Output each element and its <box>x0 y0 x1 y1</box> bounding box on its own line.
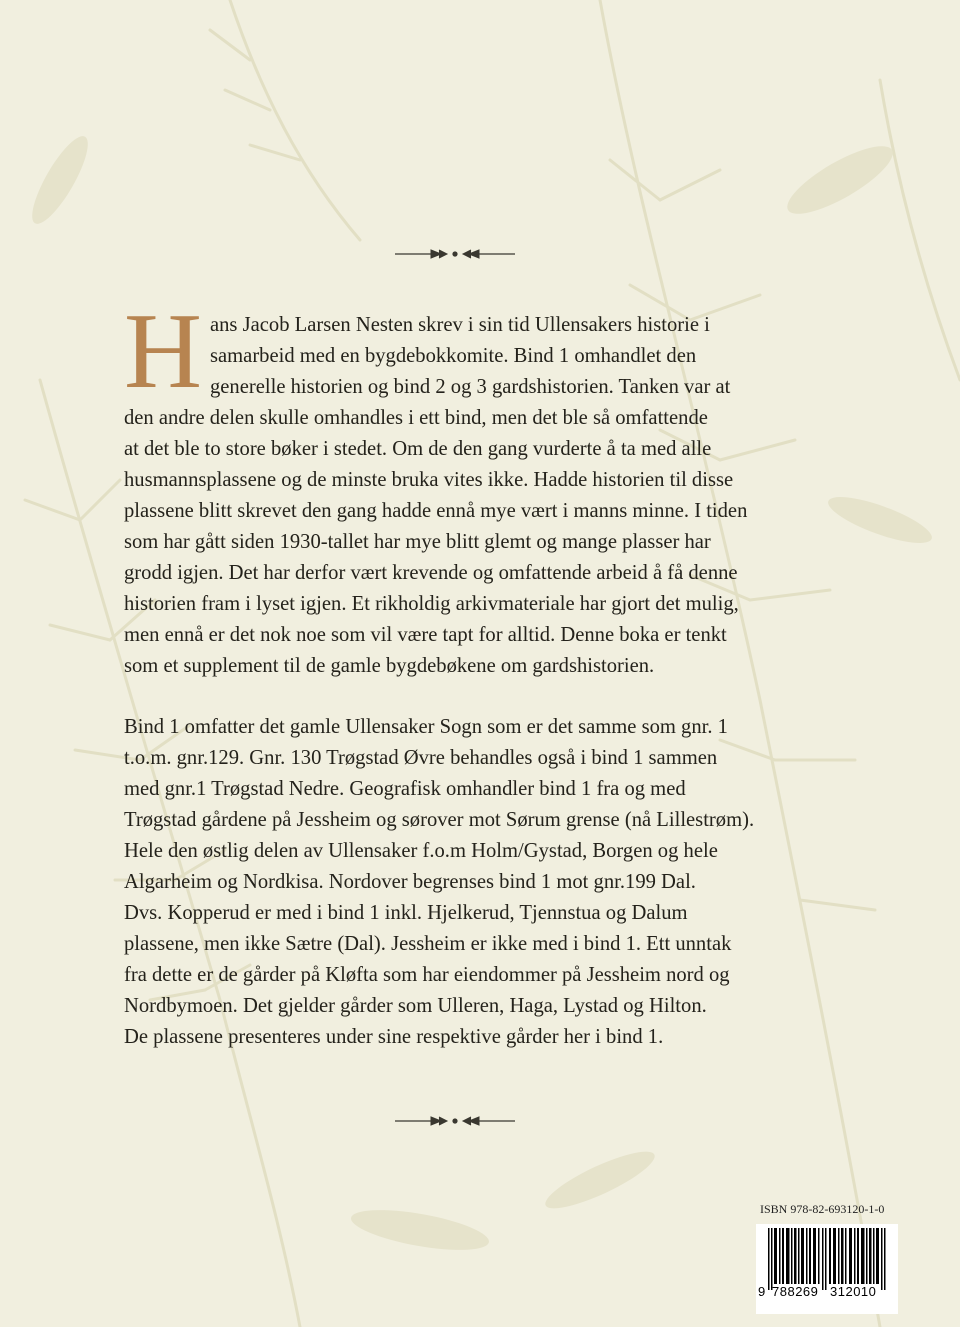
text-line: historien fram i lyset igjen. Et rikholdig arkivmateriale har gjort det mulig, <box>124 593 739 615</box>
barcode-digits-left: 788269 <box>772 1284 819 1299</box>
text-line: men ennå er det nok noe som vil være tapt for alltid. Denne boka er tenkt <box>124 624 727 646</box>
text-line: plassene blitt skrevet den gang hadde ennå mye vært i manns minne. I tiden <box>124 500 748 522</box>
text-line: samarbeid med en bygdebokkomite. Bind 1 omhandlet den <box>210 345 697 367</box>
text-line: som et supplement til de gamle bygdebøkene om gardshistorien. <box>124 655 655 677</box>
text-line: De plassene presenteres under sine respektive gårder her i bind 1. <box>124 1026 664 1048</box>
text-line: med gnr.1 Trøgstad Nedre. Geografisk omhandler bind 1 fra og med <box>124 778 686 800</box>
text-line: at det ble to store bøker i stedet. Om de den gang vurderte å ta med alle <box>124 438 712 460</box>
text-line: Hele den østlig delen av Ullensaker f.o.m Holm/Gystad, Borgen og hele <box>124 840 718 862</box>
ornament-divider-top <box>395 247 515 261</box>
barcode-digit-first: 9 <box>758 1284 766 1299</box>
scope-paragraph <box>124 712 814 1053</box>
intro-paragraph <box>124 310 814 682</box>
text-line: som har gått siden 1930-tallet har mye blitt glemt og mange plasser har <box>124 531 711 553</box>
text-line: grodd igjen. Det har derfor vært krevende og omfattende arbeid å få denne <box>124 562 738 584</box>
text-line: ans Jacob Larsen Nesten skrev i sin tid Ullensakers historie i <box>210 314 710 336</box>
text-line: generelle historien og bind 2 og 3 gardshistorien. Tanken var at <box>210 376 731 398</box>
ornament-divider-bottom <box>395 1114 515 1128</box>
text-line: Algarheim og Nordkisa. Nordover begrenses bind 1 mot gnr.199 Dal. <box>124 871 696 893</box>
text-line: husmannsplassene og de minste bruka vites ikke. Hadde historien til disse <box>124 469 734 491</box>
text-line: t.o.m. gnr.129. Gnr. 130 Trøgstad Øvre behandles også i bind 1 sammen <box>124 747 718 769</box>
text-line: Dvs. Kopperud er med i bind 1 inkl. Hjelkerud, Tjennstua og Dalum <box>124 902 688 924</box>
text-line: plassene, men ikke Sætre (Dal). Jessheim er ikke med i bind 1. Ett unntak <box>124 933 732 955</box>
text-line: Trøgstad gårdene på Jessheim og sørover mot Sørum grense (nå Lillestrøm). <box>124 809 755 831</box>
text-line: fra dette er de gårder på Kløfta som har eiendommer på Jessheim nord og <box>124 964 730 986</box>
text-line: Nordbymoen. Det gjelder gårder som Ulleren, Haga, Lystad og Hilton. <box>124 995 707 1017</box>
isbn-label: ISBN 978-82-693120-1-0 <box>760 1202 885 1216</box>
text-line: den andre delen skulle omhandles i ett bind, men det ble så omfattende <box>124 407 708 429</box>
barcode <box>756 1224 898 1314</box>
barcode-digits-right: 312010 <box>830 1284 877 1299</box>
barcode-bars <box>764 1228 892 1292</box>
drop-cap-letter: H <box>124 292 202 411</box>
text-line: Bind 1 omfatter det gamle Ullensaker Sogn som er det samme som gnr. 1 <box>124 716 728 738</box>
